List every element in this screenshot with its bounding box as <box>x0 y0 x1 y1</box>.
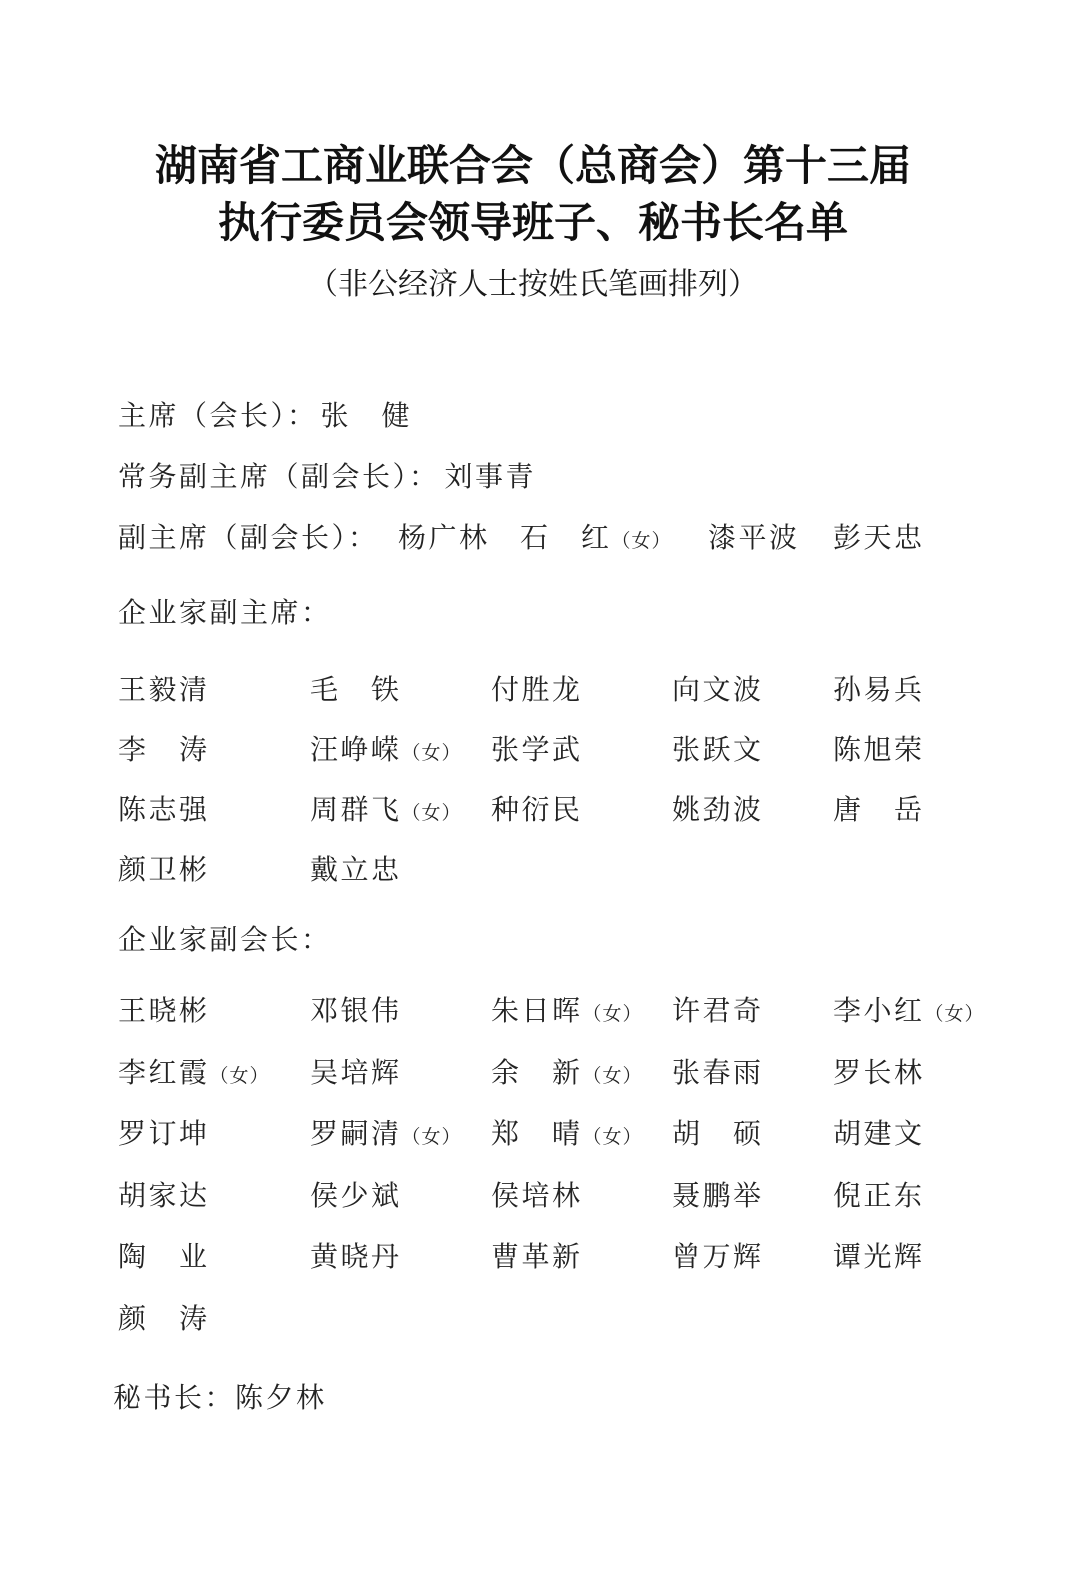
gender-note: （女） <box>582 1003 643 1025</box>
page-title-line-1: 湖南省工商业联合会（总商会）第十三届 <box>154 141 911 190</box>
member-name: 王晓彬 <box>118 994 210 1027</box>
member-name: 罗订坤 <box>118 1117 210 1150</box>
gender-note: （女） <box>582 1126 643 1148</box>
member-cell <box>672 730 833 770</box>
member-name: 付胜龙 <box>491 673 583 706</box>
gender-note: （女） <box>401 742 462 764</box>
member-name: 唐 岳 <box>833 793 925 826</box>
member-cell <box>491 991 672 1031</box>
member-cell <box>833 790 1018 830</box>
member-name: 聂鹏举 <box>672 1178 764 1212</box>
member-cell <box>491 1176 672 1216</box>
member-name: 朱日晖 <box>491 994 583 1027</box>
member-name: 胡家达 <box>118 1178 210 1212</box>
member-name: 张春雨 <box>672 1055 764 1089</box>
member-name: 黄晓丹 <box>310 1240 402 1273</box>
section-label-entrepreneur-vice-chairmen: 企业家副主席： <box>118 596 332 629</box>
member-name: 邓银伟 <box>310 994 402 1027</box>
member-name: 陈旭荣 <box>833 733 925 766</box>
member-cell <box>118 991 310 1031</box>
member-cell <box>310 670 491 710</box>
vice-chairmen-label: 副主席（副会长）： <box>118 521 379 554</box>
entrepreneur-vice-presidents-list <box>118 991 1018 1360</box>
vice-chairman <box>520 518 672 558</box>
member-name: 罗嗣清 <box>310 1117 402 1150</box>
member-cell <box>310 1053 491 1093</box>
member-cell <box>833 670 1018 710</box>
secretary-general-line <box>113 1378 327 1418</box>
gender-note: （女） <box>401 1126 462 1148</box>
member-name: 侯培林 <box>491 1178 583 1212</box>
vice-chairman <box>398 518 490 558</box>
member-cell <box>672 1176 833 1216</box>
member-cell <box>833 991 1018 1031</box>
member-cell <box>833 1176 1018 1216</box>
member-name: 孙易兵 <box>833 673 925 706</box>
member-name: 石 红 <box>520 521 612 554</box>
member-cell <box>833 1237 1018 1277</box>
member-name: 曾万辉 <box>672 1240 764 1273</box>
member-cell <box>833 1053 1018 1093</box>
chairman-label: 主席（会长）： <box>118 399 318 432</box>
gender-note: （女） <box>582 1064 643 1087</box>
member-cell <box>118 850 310 890</box>
member-cell <box>118 790 310 830</box>
member-cell <box>118 1299 310 1339</box>
member-name: 陈志强 <box>118 793 210 826</box>
member-cell <box>310 790 491 830</box>
entrepreneur-vice-chairmen-list <box>118 670 1018 910</box>
member-cell <box>833 730 1018 770</box>
member-cell <box>310 730 491 770</box>
executive-vice-chairman-name: 刘事青 <box>444 460 537 493</box>
member-name: 毛 铁 <box>310 673 402 706</box>
member-cell <box>672 670 833 710</box>
member-name: 罗长林 <box>833 1055 925 1089</box>
member-cell <box>491 670 672 710</box>
member-cell <box>118 1053 310 1093</box>
member-name: 陶 业 <box>118 1240 210 1273</box>
member-name: 曹革新 <box>491 1240 583 1273</box>
gender-note: （女） <box>611 530 672 552</box>
executive-vice-chairman-line <box>118 457 536 497</box>
member-cell <box>833 1114 1018 1154</box>
gender-note: （女） <box>924 1003 985 1025</box>
member-name: 侯少斌 <box>310 1178 402 1212</box>
member-cell <box>672 1053 833 1093</box>
member-name: 余 新 <box>491 1055 583 1089</box>
member-cell <box>310 991 491 1031</box>
gender-note: （女） <box>209 1064 270 1087</box>
member-name: 漆平波 <box>708 521 800 554</box>
member-cell <box>672 1114 833 1154</box>
member-cell <box>118 1114 310 1154</box>
member-name: 李 涛 <box>118 733 210 766</box>
member-name: 王毅清 <box>118 673 210 706</box>
member-name: 谭光辉 <box>833 1240 925 1273</box>
secretary-general-name: 陈夕林 <box>235 1381 327 1414</box>
member-cell <box>672 1237 833 1277</box>
member-cell <box>491 730 672 770</box>
member-name: 胡建文 <box>833 1117 925 1150</box>
executive-vice-chairman-label: 常务副主席（副会长）： <box>118 460 440 493</box>
member-cell <box>118 670 310 710</box>
vice-chairman <box>708 518 800 558</box>
gender-note: （女） <box>401 802 462 824</box>
vice-chairmen-line <box>0 518 1080 558</box>
member-cell <box>118 1176 310 1216</box>
member-name: 彭天忠 <box>833 521 925 554</box>
member-name: 向文波 <box>672 673 764 706</box>
member-name: 张跃文 <box>672 733 764 766</box>
member-name: 汪峥嵘 <box>310 733 402 766</box>
member-cell <box>672 790 833 830</box>
member-name: 吴培辉 <box>310 1055 402 1089</box>
member-cell <box>118 1237 310 1277</box>
member-name: 李小红 <box>833 994 925 1027</box>
member-cell <box>310 850 491 890</box>
member-name: 颜卫彬 <box>118 853 210 886</box>
member-name: 杨广林 <box>398 521 490 554</box>
chairman-line <box>118 396 412 436</box>
member-name: 周群飞 <box>310 793 402 826</box>
member-cell <box>310 1237 491 1277</box>
member-name: 姚劲波 <box>672 793 764 826</box>
member-name: 倪正东 <box>833 1178 925 1212</box>
page-title-line-2: 执行委员会领导班子、秘书长名单 <box>217 198 848 247</box>
member-name: 种衍民 <box>491 793 583 826</box>
member-name: 许君奇 <box>672 994 764 1027</box>
member-name: 胡 硕 <box>672 1117 764 1150</box>
member-name: 郑 晴 <box>491 1117 583 1150</box>
vice-chairman <box>833 518 925 558</box>
ordering-note: （非公经济人士按姓氏笔画排列） <box>308 267 758 302</box>
section-label-entrepreneur-vice-presidents: 企业家副会长： <box>118 923 332 956</box>
member-cell <box>491 790 672 830</box>
member-cell <box>118 730 310 770</box>
member-name: 颜 涛 <box>118 1301 210 1335</box>
member-cell <box>491 1053 672 1093</box>
member-name: 戴立忠 <box>310 853 402 886</box>
member-cell <box>491 1237 672 1277</box>
chairman-name: 张 健 <box>320 399 413 432</box>
member-name: 张学武 <box>491 733 583 766</box>
member-cell <box>310 1176 491 1216</box>
member-name: 李红霞 <box>118 1055 210 1089</box>
secretary-general-label: 秘书长： <box>113 1381 236 1414</box>
member-cell <box>672 991 833 1031</box>
member-cell <box>491 1114 672 1154</box>
member-cell <box>310 1114 491 1154</box>
